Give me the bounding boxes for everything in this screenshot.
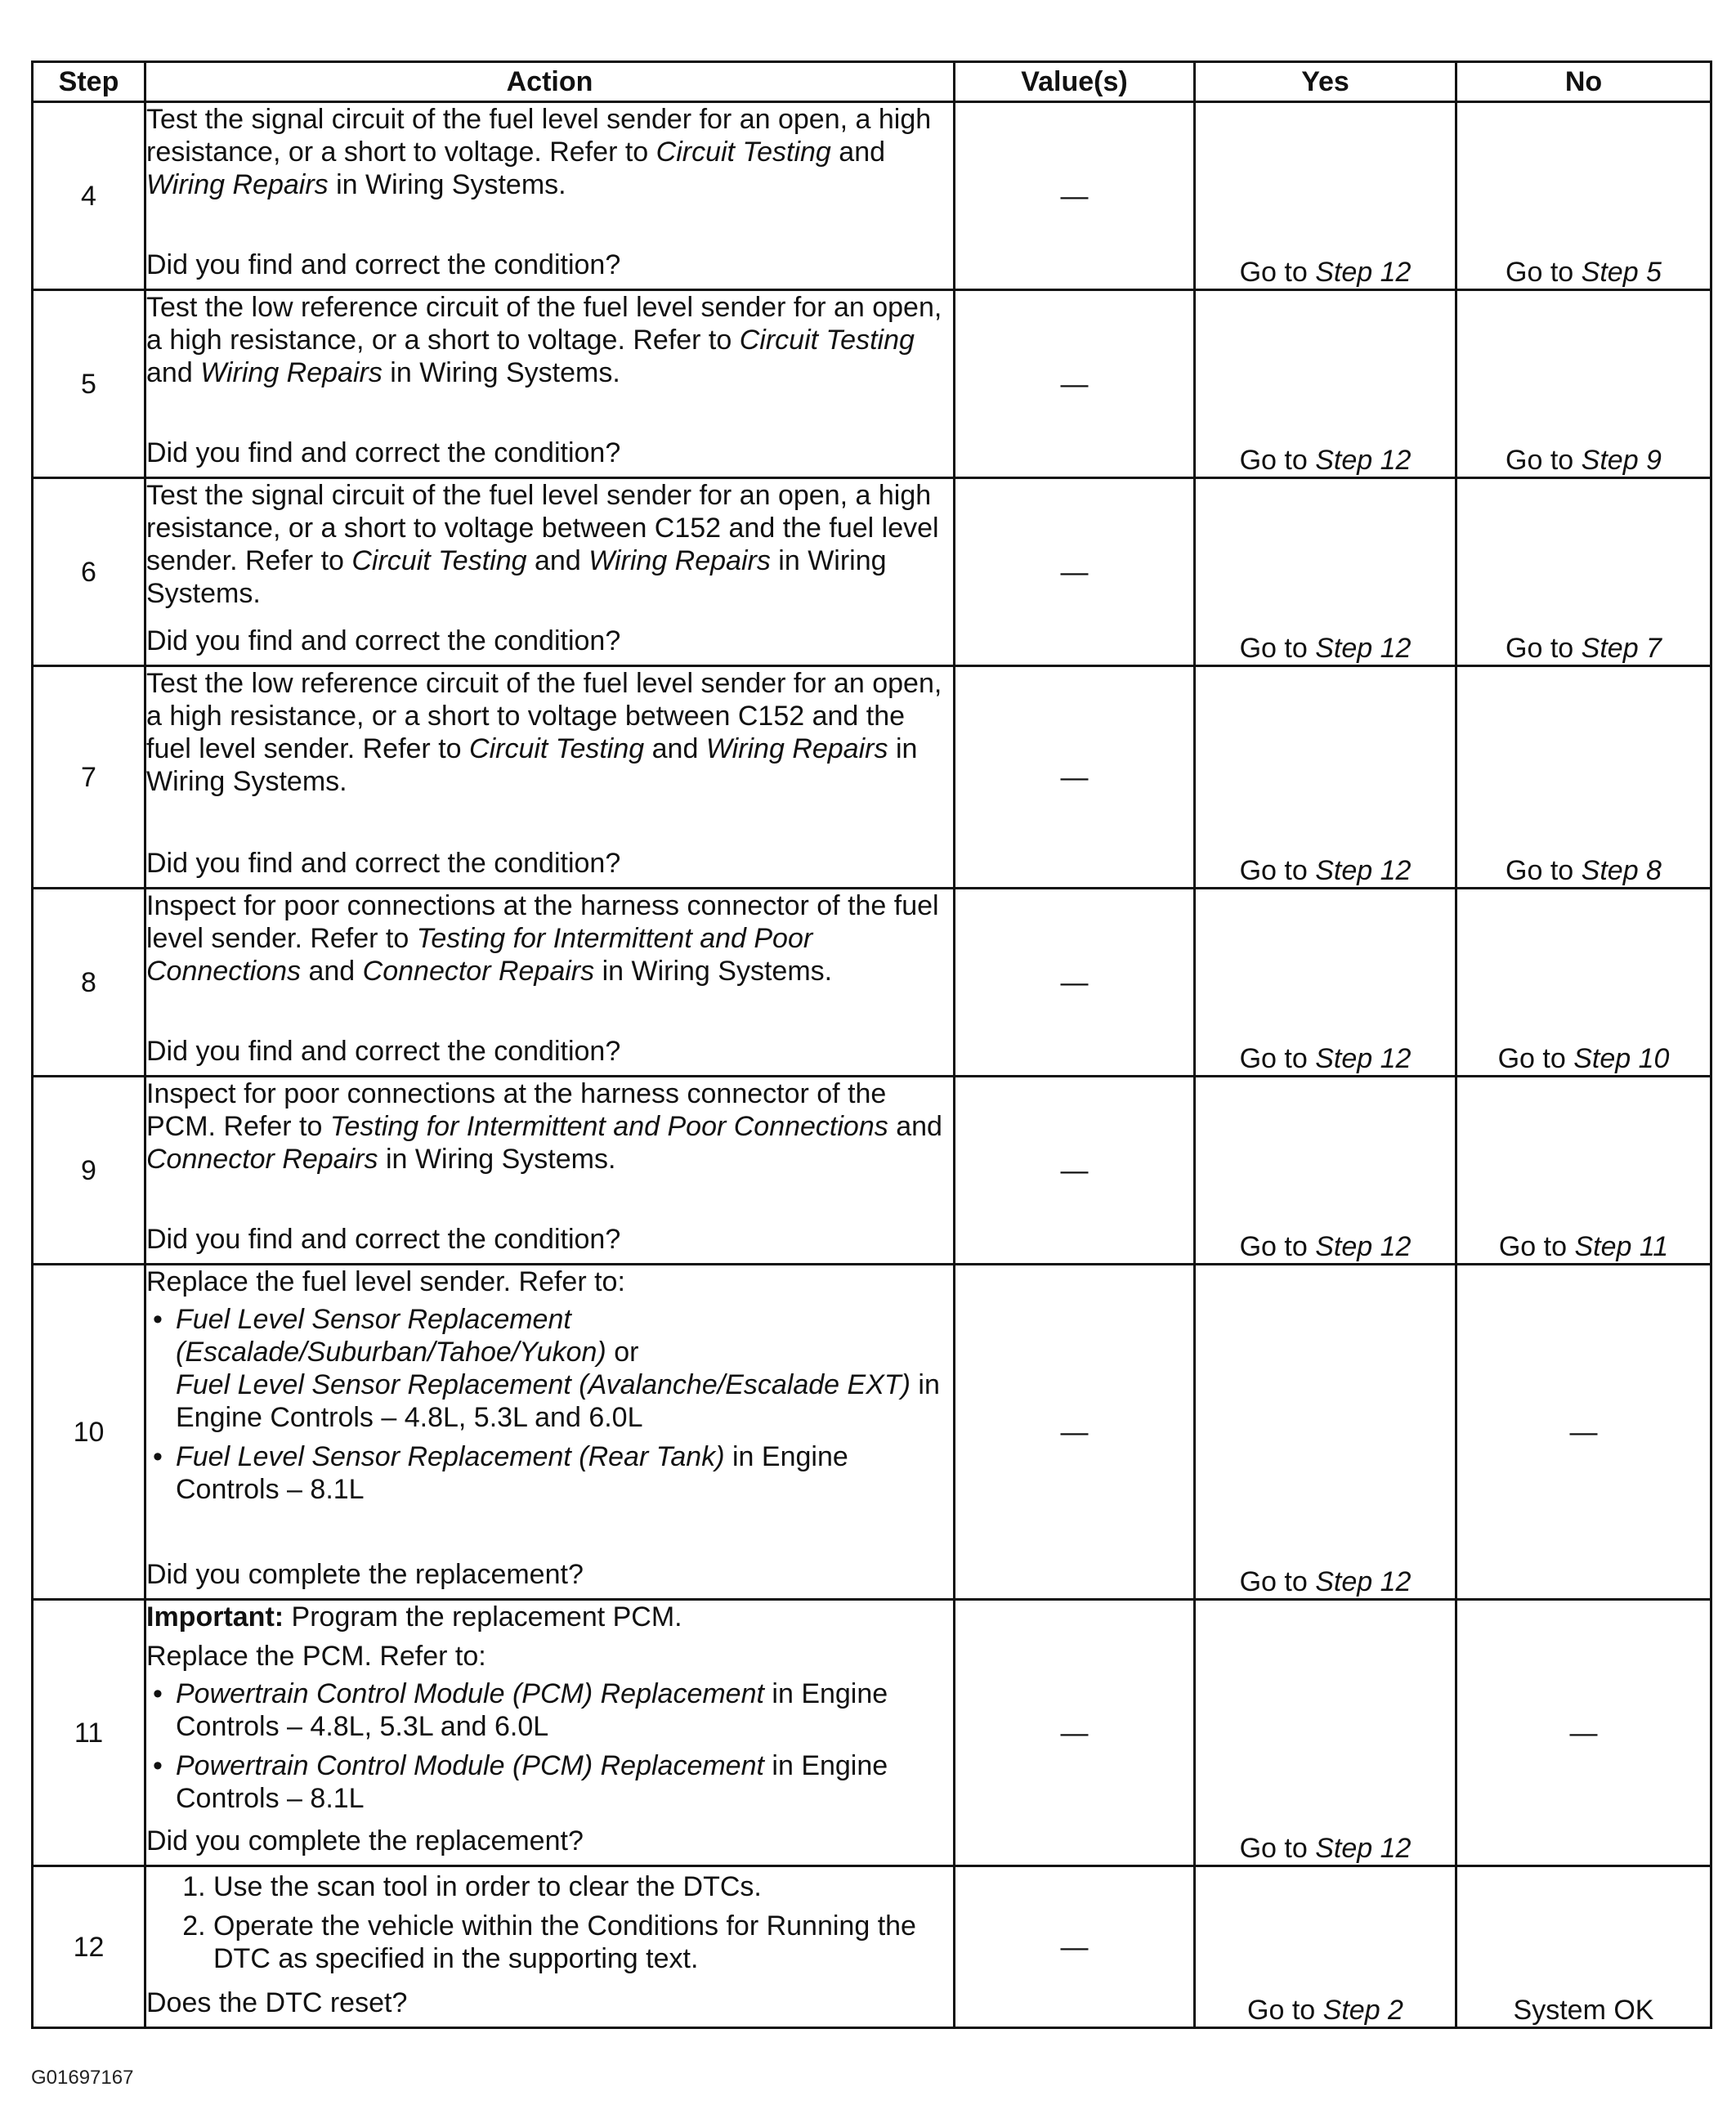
yes-cell: Go to Step 12	[1195, 889, 1456, 1077]
diagnostic-table	[31, 60, 1712, 2029]
step-number: 6	[33, 478, 145, 666]
value-cell: —	[955, 1600, 1195, 1866]
table-row-step-6	[33, 478, 1711, 666]
value-cell: —	[955, 102, 1195, 290]
action-cell	[145, 1077, 955, 1265]
action-question: Did you find and correct the condition?	[146, 437, 621, 468]
action-cell	[145, 889, 955, 1077]
action-text: Test the signal circuit of the fuel level sender for an open, a high resistance, or a short to voltage between C152 and the fuel level sender. Refer to Circuit Testing and Wiring Repairs in Wiring Systems.	[146, 480, 939, 609]
action-cell	[145, 1265, 955, 1600]
table-row-step-5	[33, 290, 1711, 478]
value-cell: —	[955, 1866, 1195, 2028]
value-cell: —	[955, 478, 1195, 666]
action-cell	[145, 1600, 955, 1866]
list-item: • Powertrain Control Module (PCM) Replacement in Engine Controls – 4.8L, 5.3L and 6.0L	[176, 1677, 953, 1743]
no-cell: Go to Step 10	[1456, 889, 1711, 1077]
action-intro: Replace the PCM. Refer to:	[146, 1641, 486, 1672]
no-cell: —	[1456, 1265, 1711, 1600]
action-cell	[145, 1866, 955, 2028]
table-row-step-4	[33, 102, 1711, 290]
no-cell: Go to Step 9	[1456, 290, 1711, 478]
step-number: 4	[33, 102, 145, 290]
step-number: 8	[33, 889, 145, 1077]
list-item: 1. Use the scan tool in order to clear the DTCs.	[213, 1870, 953, 1903]
no-cell: Go to Step 5	[1456, 102, 1711, 290]
action-text: Inspect for poor connections at the harness connector of the fuel level sender. Refer to Testing for Intermittent and Poor Connections and Connector Repairs in Wiring Systems.	[146, 890, 939, 987]
table-row-step-11	[33, 1600, 1711, 1866]
step-number: 9	[33, 1077, 145, 1265]
no-cell: —	[1456, 1600, 1711, 1866]
action-text: Test the low reference circuit of the fuel level sender for an open, a high resistance, or a short to voltage. Refer to Circuit Testing and Wiring Repairs in Wiring Systems.	[146, 292, 942, 388]
yes-cell: Go to Step 12	[1195, 1600, 1456, 1866]
yes-cell: Go to Step 12	[1195, 1265, 1456, 1600]
yes-cell: Go to Step 12	[1195, 290, 1456, 478]
value-cell: —	[955, 1077, 1195, 1265]
action-question: Did you find and correct the condition?	[146, 1036, 621, 1067]
value-cell: —	[955, 290, 1195, 478]
step-number: 5	[33, 290, 145, 478]
step-number: 10	[33, 1265, 145, 1600]
reference-list	[146, 1677, 953, 1815]
list-item: • Powertrain Control Module (PCM) Replacement in Engine Controls – 8.1L	[176, 1749, 953, 1815]
list-item: • Fuel Level Sensor Replacement (Escalade/Suburban/Tahoe/Yukon) or Fuel Level Sensor Replacement (Avalanche/Escalade EXT) in Engine Controls – 4.8L, 5.3L and 6.0L	[176, 1303, 953, 1434]
reference-list	[146, 1303, 953, 1506]
action-cell	[145, 478, 955, 666]
action-question: Did you find and correct the condition?	[146, 848, 621, 879]
action-cell	[145, 666, 955, 889]
action-intro: Replace the fuel level sender. Refer to:	[146, 1266, 625, 1297]
header-no: No	[1456, 62, 1711, 102]
step-number: 11	[33, 1600, 145, 1866]
no-cell: System OK	[1456, 1866, 1711, 2028]
procedure-list	[146, 1870, 953, 1982]
list-item: 2. Operate the vehicle within the Conditions for Running the DTC as specified in the supporting text.	[213, 1910, 953, 1975]
header-step: Step	[33, 62, 145, 102]
action-question: Did you complete the replacement?	[146, 1559, 584, 1590]
action-text: Test the signal circuit of the fuel level sender for an open, a high resistance, or a short to voltage. Refer to Circuit Testing and Wiring Repairs in Wiring Systems.	[146, 104, 932, 200]
table-row-step-12	[33, 1866, 1711, 2028]
action-question: Did you find and correct the condition?	[146, 1224, 621, 1255]
important-note: Important: Program the replacement PCM.	[146, 1601, 682, 1633]
yes-cell: Go to Step 12	[1195, 102, 1456, 290]
action-cell	[145, 290, 955, 478]
no-cell: Go to Step 7	[1456, 478, 1711, 666]
table-row-step-7	[33, 666, 1711, 889]
table-row-step-8	[33, 889, 1711, 1077]
header-yes: Yes	[1195, 62, 1456, 102]
value-cell: —	[955, 666, 1195, 889]
yes-cell: Go to Step 2	[1195, 1866, 1456, 2028]
action-question: Did you find and correct the condition?	[146, 625, 621, 656]
value-cell: —	[955, 1265, 1195, 1600]
action-question: Did you complete the replacement?	[146, 1825, 584, 1857]
header-row	[33, 62, 1711, 102]
step-number: 7	[33, 666, 145, 889]
action-question: Does the DTC reset?	[146, 1987, 408, 2018]
yes-cell: Go to Step 12	[1195, 478, 1456, 666]
header-action: Action	[145, 62, 955, 102]
figure-id: G01697167	[31, 2067, 134, 2089]
table-row-step-10	[33, 1265, 1711, 1600]
action-text: Test the low reference circuit of the fuel level sender for an open, a high resistance, or a short to voltage between C152 and the fuel level sender. Refer to Circuit Testing and Wiring Repairs in Wiring Systems.	[146, 668, 942, 797]
yes-cell: Go to Step 12	[1195, 1077, 1456, 1265]
value-cell: —	[955, 889, 1195, 1077]
table-row-step-9	[33, 1077, 1711, 1265]
list-item: • Fuel Level Sensor Replacement (Rear Tank) in Engine Controls – 8.1L	[176, 1440, 953, 1506]
header-values: Value(s)	[955, 62, 1195, 102]
no-cell: Go to Step 8	[1456, 666, 1711, 889]
no-cell: Go to Step 11	[1456, 1077, 1711, 1265]
yes-cell: Go to Step 12	[1195, 666, 1456, 889]
action-cell	[145, 102, 955, 290]
action-question: Did you find and correct the condition?	[146, 249, 621, 280]
step-number: 12	[33, 1866, 145, 2028]
action-text: Inspect for poor connections at the harness connector of the PCM. Refer to Testing for Intermittent and Poor Connections and Connector Repairs in Wiring Systems.	[146, 1078, 942, 1175]
